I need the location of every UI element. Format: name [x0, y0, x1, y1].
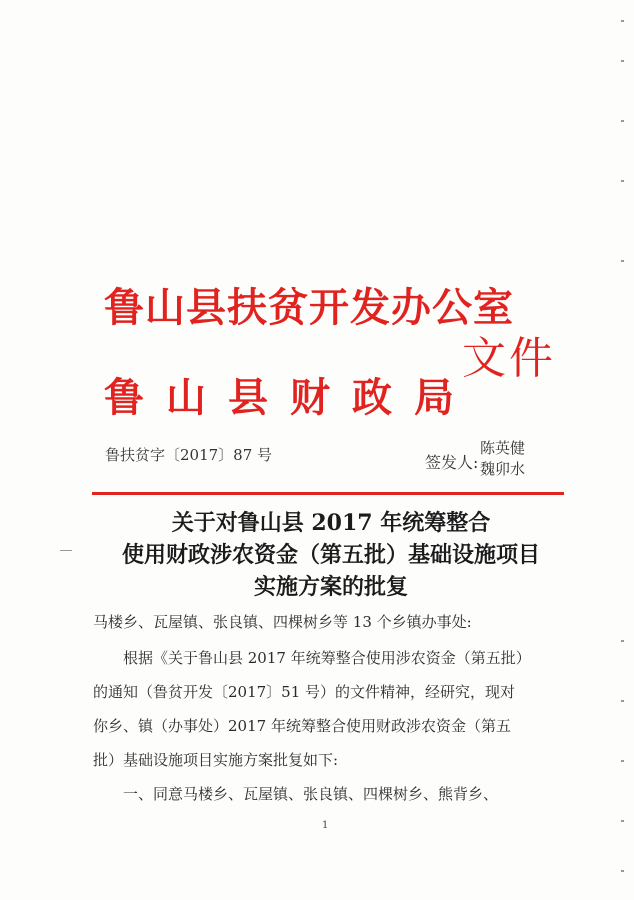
- scan-edge-mark: [621, 870, 624, 872]
- signer-label: 签发人:: [425, 453, 479, 472]
- body-text-line: 的通知（鲁贫开发〔2017〕51 号）的文件精神，经研究，现对: [93, 683, 516, 701]
- signer-name-2: 魏卯水: [480, 460, 526, 478]
- document-type-label: 文件: [462, 333, 556, 384]
- document-title-line-2: 使用财政涉农资金（第五批）基础设施项目: [121, 542, 540, 568]
- issuer-name-poverty-office: 鲁山县扶贫开发办公室: [104, 285, 514, 331]
- body-text-line: 批）基础设施项目实施方案批复如下:: [93, 751, 339, 769]
- body-text-line: 一、同意马楼乡、瓦屋镇、张良镇、四棵树乡、熊背乡、: [123, 785, 499, 803]
- scan-edge-mark: [621, 820, 624, 822]
- page-number: 1: [322, 820, 329, 831]
- issuer-name-finance-bureau: 鲁山县财政局: [104, 375, 476, 421]
- scan-edge-mark: [621, 20, 624, 22]
- document-number: 鲁扶贫字〔2017〕87 号: [105, 446, 273, 464]
- scan-edge-mark: [621, 120, 624, 122]
- margin-tick-mark: [60, 550, 72, 551]
- scan-edge-mark: [621, 260, 624, 262]
- scan-edge-mark: [621, 60, 624, 62]
- body-text-line: 根据《关于鲁山县 2017 年统筹整合使用涉农资金（第五批）: [123, 649, 531, 667]
- red-divider-line: [92, 492, 564, 495]
- scan-edge-mark: [621, 640, 624, 642]
- scan-edge-mark: [621, 180, 624, 182]
- signer-name-1: 陈英健: [480, 439, 526, 457]
- scan-edge-mark: [621, 760, 624, 762]
- body-text-line: 你乡、镇（办事处）2017 年统筹整合使用财政涉农资金（第五: [93, 717, 511, 735]
- document-title-line-1: 关于对鲁山县 2017 年统筹整合: [171, 510, 491, 536]
- document-title-line-3: 实施方案的批复: [253, 574, 408, 600]
- scan-edge-mark: [621, 700, 624, 702]
- recipients-line: 马楼乡、瓦屋镇、张良镇、四棵树乡等 13 个乡镇办事处:: [93, 613, 472, 631]
